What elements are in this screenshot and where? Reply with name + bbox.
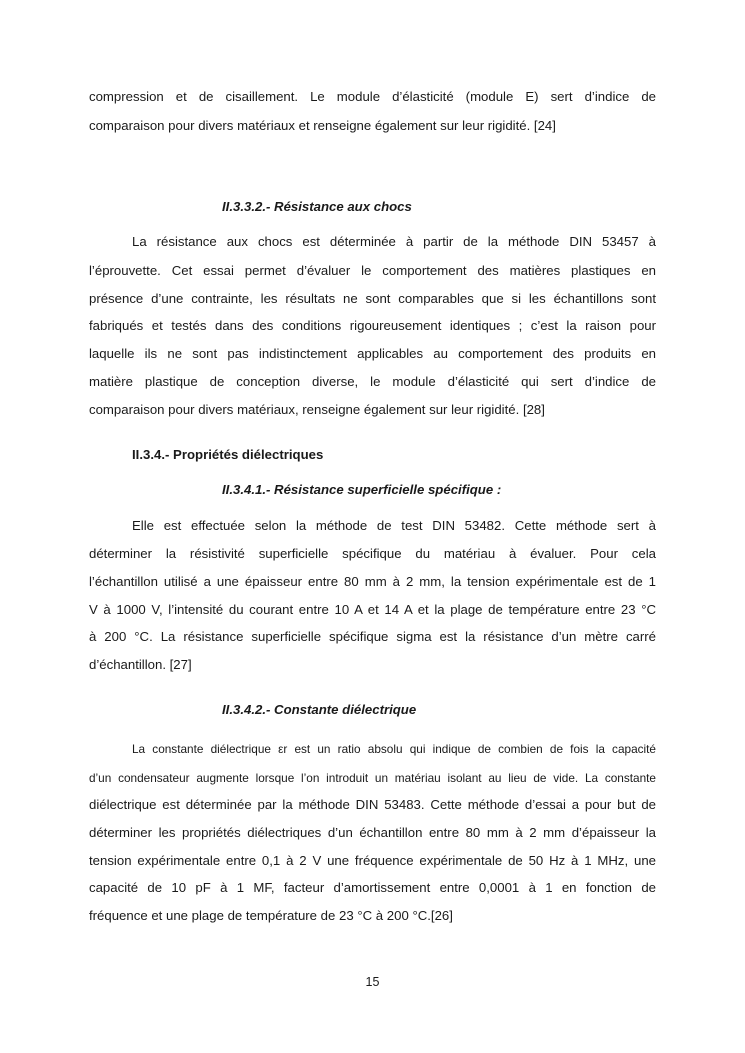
text-line: déterminer la résistivité superficielle spécifique du matériau à évaluer. Pour cela — [89, 546, 656, 561]
text-line: fabriqués et testés dans des conditions rigoureusement identiques ; c’est la raison pour — [89, 318, 656, 333]
section-heading: II.3.3.2.- Résistance aux chocs — [222, 199, 412, 214]
text-line: compression et de cisaillement. Le module d’élasticité (module E) sert d’indice de — [89, 89, 656, 104]
text-line: matière plastique de conception diverse, le module d’élasticité qui sert d’indice de — [89, 374, 656, 389]
text-line: d’un condensateur augmente lorsque l’on introduit un matériau isolant au lieu de vide. La constante — [89, 771, 656, 785]
text-line: La constante diélectrique εr est un ratio absolu qui indique de combien de fois la capacité — [132, 742, 656, 756]
text-line: d’échantillon. [27] — [89, 657, 192, 672]
text-line: l’échantillon utilisé a une épaisseur entre 80 mm à 2 mm, la tension expérimentale est de 1 — [89, 574, 656, 589]
text-line: V à 1000 V, l’intensité du courant entre 10 A et 14 A et la plage de température entre 23 °C — [89, 602, 656, 617]
text-line: tension expérimentale entre 0,1 à 2 V une fréquence expérimentale de 50 Hz à 1 MHz, une — [89, 853, 656, 868]
text-line: Elle est effectuée selon la méthode de test DIN 53482. Cette méthode sert à — [132, 518, 656, 533]
text-line: comparaison pour divers matériaux, renseigne également sur leur rigidité. [28] — [89, 402, 545, 417]
text-line: déterminer les propriétés diélectriques d’un échantillon entre 80 mm à 2 mm d’épaisseur la — [89, 825, 656, 840]
text-line: fréquence et une plage de température de 23 °C à 200 °C.[26] — [89, 908, 453, 923]
text-line: comparaison pour divers matériaux et renseigne également sur leur rigidité. [24] — [89, 118, 556, 133]
text-line: capacité de 10 pF à 1 MF, facteur d’amortissement entre 0,0001 à 1 en fonction de — [89, 880, 656, 895]
page-number: 15 — [365, 975, 380, 989]
section-heading: II.3.4.- Propriétés diélectriques — [132, 447, 324, 462]
text-line: l’éprouvette. Cet essai permet d’évaluer le comportement des matières plastiques en — [89, 263, 656, 278]
text-line: diélectrique est déterminée par la méthode DIN 53483. Cette méthode d’essai a pour but de — [89, 797, 656, 812]
text-line: laquelle ils ne sont pas indistinctement applicables au comportement des produits en — [89, 346, 656, 361]
text-line: La résistance aux chocs est déterminée à partir de la méthode DIN 53457 à — [132, 234, 656, 249]
subsection-heading: II.3.4.1.- Résistance superficielle spécifique : — [222, 482, 502, 497]
text-line: présence d’une contrainte, les résultats ne sont comparables que si les échantillons sont — [89, 291, 656, 306]
text-line: à 200 °C. La résistance superficielle spécifique sigma est la résistance d’un mètre carré — [89, 629, 656, 644]
subsection-heading: II.3.4.2.- Constante diélectrique — [222, 702, 417, 717]
